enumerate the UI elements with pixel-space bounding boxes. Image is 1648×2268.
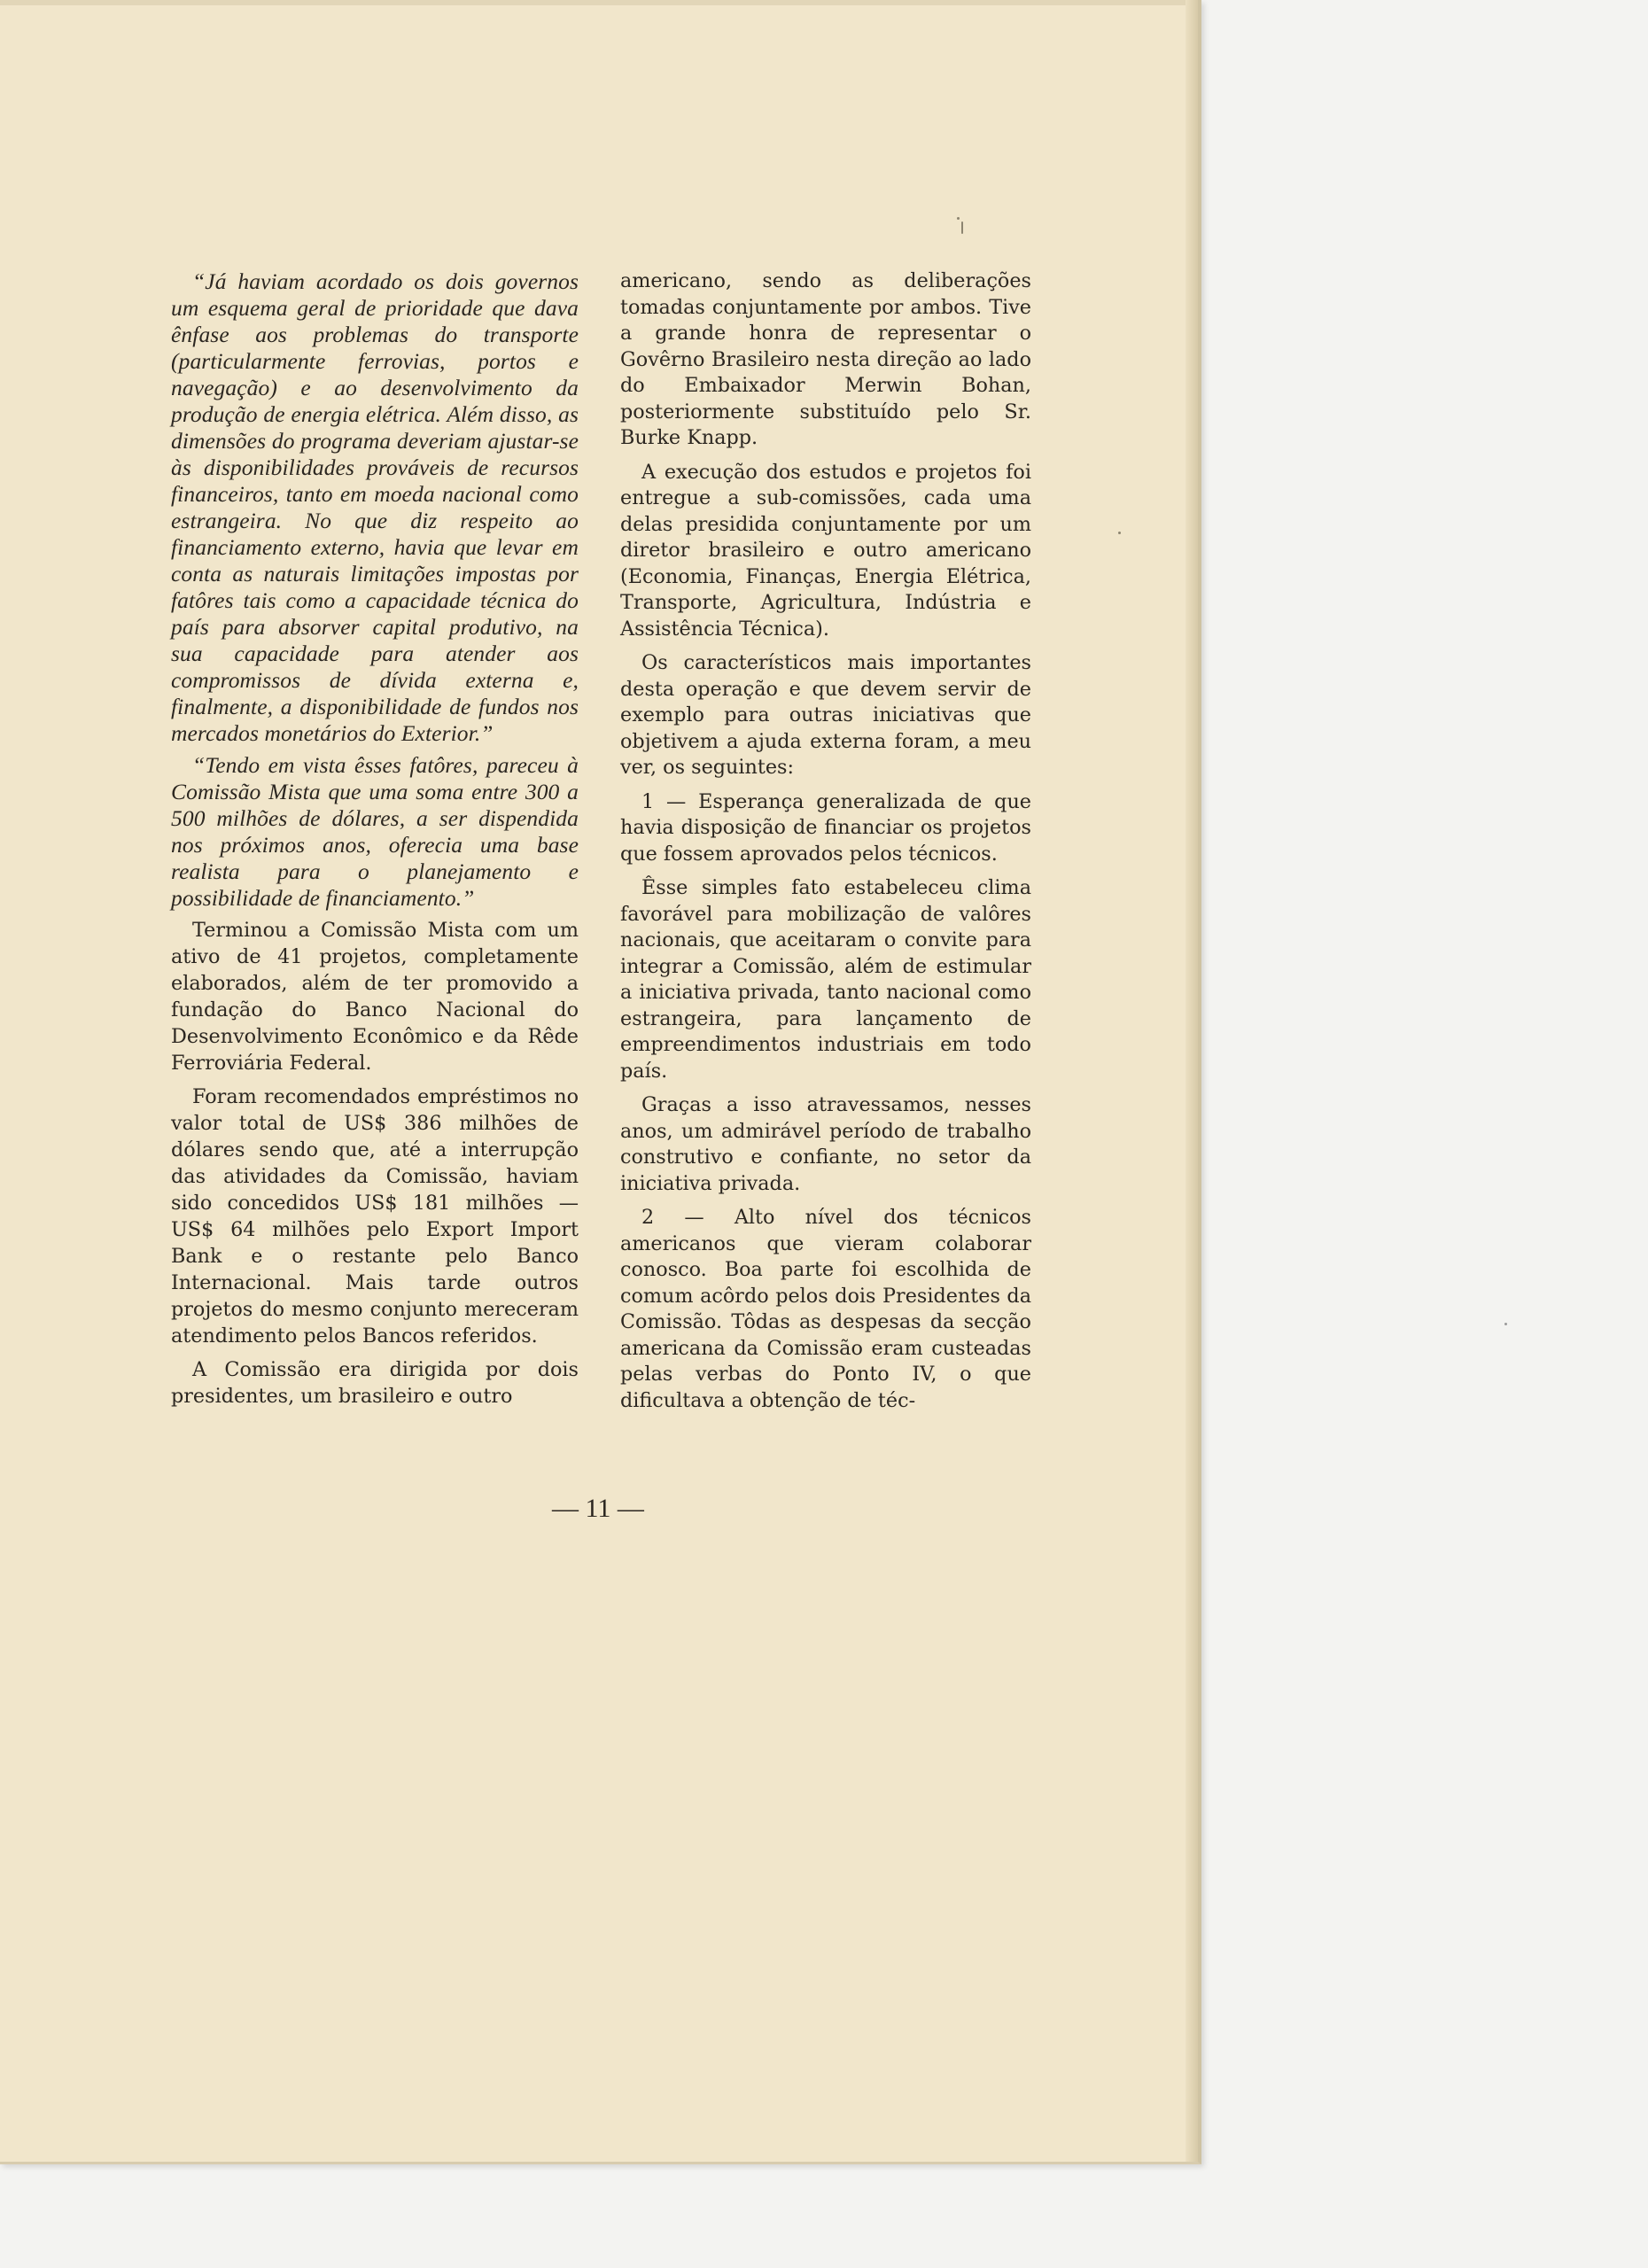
page-number: — 11 — [552,1494,644,1523]
body-paragraph: Êsse simples fato estabeleceu clima favorável para mobilização de valôres nacionais, que aceitaram o convite para integrar a Comissão, além de estimular a iniciativa privada, tanto nacional como estrangeira, para lançamento de empreendimentos industriais em todo país. [620,876,1031,1083]
page-top-edge [0,0,1198,5]
quote-paragraph-2: “Tendo em vista êsses fatôres, pareceu à Comissão Mista que uma soma entre 300 a 500 milhões de dólares, a ser dispendida nos próximos anos, oferecia uma base realista para o planejamento e possibilidade de financiamento.” [171,752,579,911]
numbered-item-1: 1 — Esperança generalizada de que havia disposição de financiar os projetos que fossem aprovados pelos técnicos. [620,789,1031,866]
body-paragraph: Foram recomendados empréstimos no valor total de US$ 386 milhões de dólares sendo que, até a interrupção das atividades da Comissão, haviam sido concedidos US$ 181 milhões — US$ 64 milhões pelo Export Import Bank e o restante pelo Banco Internacional. Mais tarde outros projetos do mesmo conjunto mereceram atendimento pelos Bancos referidos. [171,1085,579,1348]
body-paragraph: A Comissão era dirigida por dois presidentes, um brasileiro e outro [171,1358,579,1408]
body-paragraph: Terminou a Comissão Mista com um ativo de 41 projetos, completamente elaborados, além de ter promovido a fundação do Banco Nacional do Desenvolvimento Econômico e da Rêde Ferroviária Federal. [171,919,579,1075]
paper-speck [961,221,963,234]
right-text-column [620,268,1031,1422]
left-text-column [171,268,579,1417]
body-paragraph-continued: americano, sendo as deliberações tomadas conjuntamente por ambos. Tive a grande honra de representar o Govêrno Brasileiro nesta direção ao lado do Embaixador Merwin Bohan, posteriormente substituído pelo Sr. Burke Knapp. [620,269,1031,449]
paper-speck [1118,532,1121,534]
body-paragraph: Os característicos mais importantes desta operação e que devem servir de exemplo para outras iniciativas que objetivem a ajuda externa foram, a meu ver, os seguintes: [620,651,1031,779]
body-paragraph: A execução dos estudos e projetos foi entregue a sub-comissões, cada uma delas presidida conjuntamente por um diretor brasileiro e outro americano (Economia, Finanças, Energia Elétrica, Transporte, Agricultura, Indústria e Assistência Técnica). [620,460,1031,641]
body-paragraph: Graças a isso atravessamos, nesses anos, um admirável período de trabalho construtivo e confiante, no setor da iniciativa privada. [620,1093,1031,1195]
scan-speck [1504,1323,1507,1325]
paper-speck [957,217,960,220]
page-right-edge [1185,0,1198,2162]
numbered-item-2: 2 — Alto nível dos técnicos americanos que vieram colaborar conosco. Boa parte foi escolhida de comum acôrdo pelos dois Presidentes da Comissão. Tôdas as despesas da secção americana da Comissão eram custeadas pelas verbas do Ponto IV, o que dificultava a obtenção de téc- [620,1206,1031,1412]
quote-paragraph-1: “Já haviam acordado os dois governos um esquema geral de prioridade que dava ênfase aos problemas do transporte (particularmente ferrovias, portos e navegação) e ao desenvolvimento da produção de energia elétrica. Além disso, as dimensões do programa deveriam ajustar-se às disponibilidades prováveis de recursos financeiros, tanto em moeda nacional como estrangeira. No que diz respeito ao financiamento externo, havia que levar em conta as naturais limitações impostas por fatôres tais como a capacidade técnica do país para absorver capital produtivo, na sua capacidade para atender aos compromissos de dívida externa e, finalmente, a disponibilidade de fundos nos mercados monetários do Exterior.” [171,268,579,746]
